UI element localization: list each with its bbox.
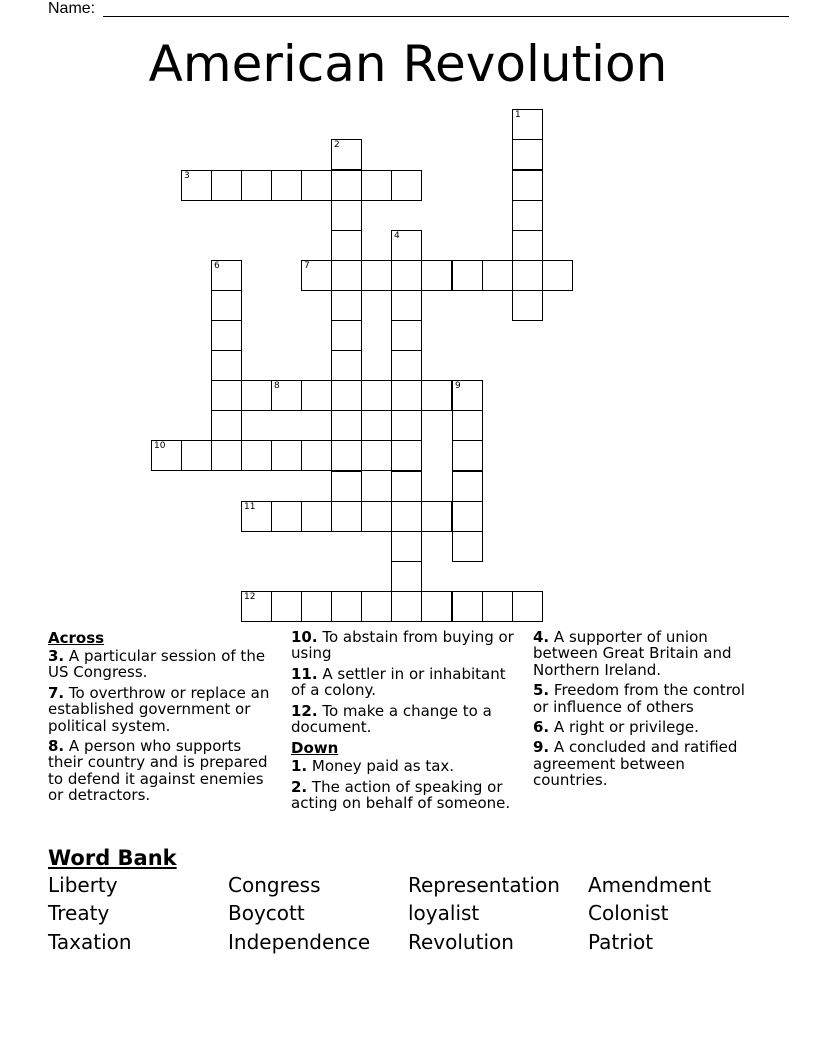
- grid-cell[interactable]: [271, 380, 302, 411]
- grid-cell[interactable]: [421, 260, 452, 291]
- page-title: American Revolution: [148, 35, 668, 93]
- clue-item: [533, 739, 759, 788]
- clue-item: [291, 758, 517, 774]
- word-bank-word: Liberty: [48, 873, 118, 897]
- grid-cell[interactable]: [241, 440, 272, 471]
- clue-item-text: A right or privilege.: [549, 718, 699, 737]
- clue-item-text: To overthrow or replace an established government or political system.: [48, 683, 270, 735]
- grid-cell[interactable]: [331, 501, 362, 532]
- grid-cell[interactable]: [301, 501, 332, 532]
- grid-cell[interactable]: [452, 410, 483, 441]
- grid-cell[interactable]: [361, 440, 392, 471]
- clue-number: 6: [214, 261, 220, 271]
- grid-cell[interactable]: [331, 200, 362, 231]
- grid-cell[interactable]: [421, 501, 452, 532]
- clue-number: 9: [455, 381, 461, 391]
- clue-item: [48, 685, 274, 734]
- grid-cell[interactable]: [361, 170, 392, 201]
- grid-cell[interactable]: [331, 471, 362, 502]
- grid-cell[interactable]: [391, 290, 422, 321]
- grid-cell[interactable]: [452, 260, 483, 291]
- grid-cell[interactable]: [391, 440, 422, 471]
- grid-cell[interactable]: [391, 501, 422, 532]
- clue-number: 11: [244, 502, 256, 512]
- grid-cell[interactable]: [241, 501, 272, 532]
- grid-cell[interactable]: [211, 260, 242, 291]
- grid-cell[interactable]: [331, 230, 362, 261]
- clue-item-text: A settler in or inhabitant of a colony.: [291, 664, 506, 700]
- grid-cell[interactable]: [421, 380, 452, 411]
- name-field[interactable]: [48, 0, 748, 20]
- grid-cell[interactable]: [241, 591, 272, 622]
- word-bank-word: Independence: [228, 930, 371, 954]
- grid-cell[interactable]: [211, 410, 242, 441]
- clue-item: [533, 719, 759, 735]
- clue-item: [533, 682, 759, 715]
- grid-cell[interactable]: [301, 260, 332, 291]
- grid-cell[interactable]: [391, 561, 422, 592]
- grid-cell[interactable]: [452, 501, 483, 532]
- clue-item-text: Money paid as tax.: [307, 757, 455, 776]
- clue-number: 8: [274, 381, 280, 391]
- grid-cell[interactable]: [452, 380, 483, 411]
- clue-item-number: 10.: [291, 628, 318, 646]
- grid-cell[interactable]: [301, 440, 332, 471]
- grid-cell[interactable]: [181, 440, 212, 471]
- clue-item-text: A particular session of the US Congress.: [48, 647, 266, 682]
- grid-cell[interactable]: [211, 440, 242, 471]
- word-bank-word: Boycott: [228, 901, 305, 925]
- clue-item-text: The action of speaking or acting on behalf of someone.: [291, 777, 511, 813]
- word-bank-word: Congress: [228, 873, 321, 897]
- clue-item-number: 1.: [291, 757, 308, 776]
- word-bank-word: Treaty: [48, 901, 110, 925]
- clues-column-2: [291, 629, 517, 816]
- grid-cell[interactable]: [452, 531, 483, 562]
- clue-item-text: Freedom from the control or influence of others: [533, 681, 745, 716]
- clue-item-text: To abstain from buying or using: [291, 628, 514, 663]
- clue-item-number: 3.: [48, 647, 65, 665]
- grid-cell[interactable]: [211, 290, 242, 321]
- word-bank-word: Patriot: [588, 930, 654, 954]
- across-heading: Across: [48, 629, 105, 647]
- clue-item: [48, 738, 274, 804]
- grid-cell[interactable]: [512, 230, 543, 261]
- grid-cell[interactable]: [452, 591, 483, 622]
- grid-cell[interactable]: [301, 380, 332, 411]
- grid-cell[interactable]: [482, 591, 513, 622]
- grid-cell[interactable]: [542, 260, 573, 291]
- grid-cell[interactable]: [331, 410, 362, 441]
- clue-item-text: To make a change to a document.: [291, 701, 492, 737]
- grid-cell[interactable]: [421, 591, 452, 622]
- grid-cell[interactable]: [331, 170, 362, 201]
- word-bank-word: Taxation: [48, 930, 132, 954]
- grid-cell[interactable]: [391, 531, 422, 562]
- down-heading: Down: [291, 739, 339, 758]
- grid-cell[interactable]: [331, 139, 362, 170]
- grid-cell[interactable]: [331, 290, 362, 321]
- grid-cell[interactable]: [271, 591, 302, 622]
- clue-item: [48, 648, 274, 681]
- clue-item: [291, 703, 517, 736]
- word-bank-title: Word Bank: [48, 846, 177, 870]
- word-bank-word: Representation: [408, 873, 560, 897]
- grid-cell[interactable]: [211, 350, 242, 381]
- clue-item-number: 11.: [291, 664, 318, 683]
- word-bank-word: Colonist: [588, 901, 669, 925]
- clue-number: 2: [334, 140, 340, 150]
- name-label: Name:: [48, 0, 96, 17]
- clue-item-text: A supporter of union between Great Britain and Northern Ireland.: [533, 628, 732, 679]
- clue-number: 12: [244, 592, 256, 602]
- grid-cell[interactable]: [211, 380, 242, 411]
- grid-cell[interactable]: [271, 440, 302, 471]
- grid-cell[interactable]: [301, 170, 332, 201]
- clue-item-text: A person who supports their country and is prepared to defend it against enemies or detractors.: [48, 737, 268, 805]
- grid-cell[interactable]: [512, 109, 543, 140]
- grid-cell[interactable]: [512, 260, 543, 291]
- clue-item-number: 5.: [533, 681, 550, 700]
- grid-cell[interactable]: [512, 139, 543, 170]
- clue-item: [291, 779, 517, 812]
- clue-item-number: 6.: [533, 718, 550, 737]
- grid-cell[interactable]: [391, 410, 422, 441]
- clue-item-number: 7.: [48, 683, 65, 702]
- grid-cell[interactable]: [331, 591, 362, 622]
- grid-cell[interactable]: [331, 440, 362, 471]
- clue-item-number: 8.: [48, 737, 65, 756]
- grid-cell[interactable]: [452, 440, 483, 471]
- grid-cell[interactable]: [331, 260, 362, 291]
- grid-cell[interactable]: [512, 200, 543, 231]
- grid-cell[interactable]: [391, 170, 422, 201]
- grid-cell[interactable]: [271, 501, 302, 532]
- clue-item-text: A concluded and ratified agreement between countries.: [533, 738, 738, 790]
- grid-cell[interactable]: [512, 290, 543, 321]
- grid-cell[interactable]: [391, 260, 422, 291]
- clue-item-number: 12.: [291, 701, 318, 720]
- grid-cell[interactable]: [211, 170, 242, 201]
- grid-cell[interactable]: [331, 380, 362, 411]
- grid-cell[interactable]: [361, 380, 392, 411]
- grid-cell[interactable]: [391, 471, 422, 502]
- grid-cell[interactable]: [482, 260, 513, 291]
- clue-item: [291, 666, 517, 699]
- grid-cell[interactable]: [331, 320, 362, 351]
- grid-cell[interactable]: [361, 591, 392, 622]
- clue-item-number: 2.: [291, 777, 308, 796]
- grid-cell[interactable]: [331, 350, 362, 381]
- clue-number: 7: [304, 261, 310, 271]
- grid-cell[interactable]: [301, 591, 332, 622]
- grid-cell[interactable]: [151, 440, 182, 471]
- grid-cell[interactable]: [361, 260, 392, 291]
- grid-cell[interactable]: [361, 501, 392, 532]
- clue-number: 3: [184, 171, 190, 181]
- grid-cell[interactable]: [391, 380, 422, 411]
- grid-cell[interactable]: [391, 350, 422, 381]
- word-bank-word: Revolution: [408, 930, 514, 954]
- grid-cell[interactable]: [181, 170, 212, 201]
- clue-item-number: 4.: [533, 628, 550, 646]
- name-underline[interactable]: [103, 16, 789, 17]
- clue-item: [291, 629, 517, 662]
- grid-cell[interactable]: [241, 380, 272, 411]
- grid-cell[interactable]: [391, 591, 422, 622]
- grid-cell[interactable]: [452, 471, 483, 502]
- clues-column-1: [48, 629, 274, 808]
- word-bank-word: Amendment: [588, 873, 712, 897]
- clue-number: 1: [515, 110, 521, 120]
- clue-item-number: 9.: [533, 738, 550, 757]
- clue-number: 10: [154, 441, 166, 451]
- clues-column-3: [533, 629, 759, 793]
- grid-cell[interactable]: [241, 170, 272, 201]
- grid-cell[interactable]: [271, 170, 302, 201]
- word-bank-word: loyalist: [408, 901, 480, 925]
- grid-cell[interactable]: [512, 591, 543, 622]
- clue-item: [533, 629, 759, 678]
- grid-cell[interactable]: [512, 170, 543, 201]
- grid-cell[interactable]: [391, 320, 422, 351]
- grid-cell[interactable]: [391, 230, 422, 261]
- grid-cell[interactable]: [211, 320, 242, 351]
- clue-number: 4: [394, 231, 400, 241]
